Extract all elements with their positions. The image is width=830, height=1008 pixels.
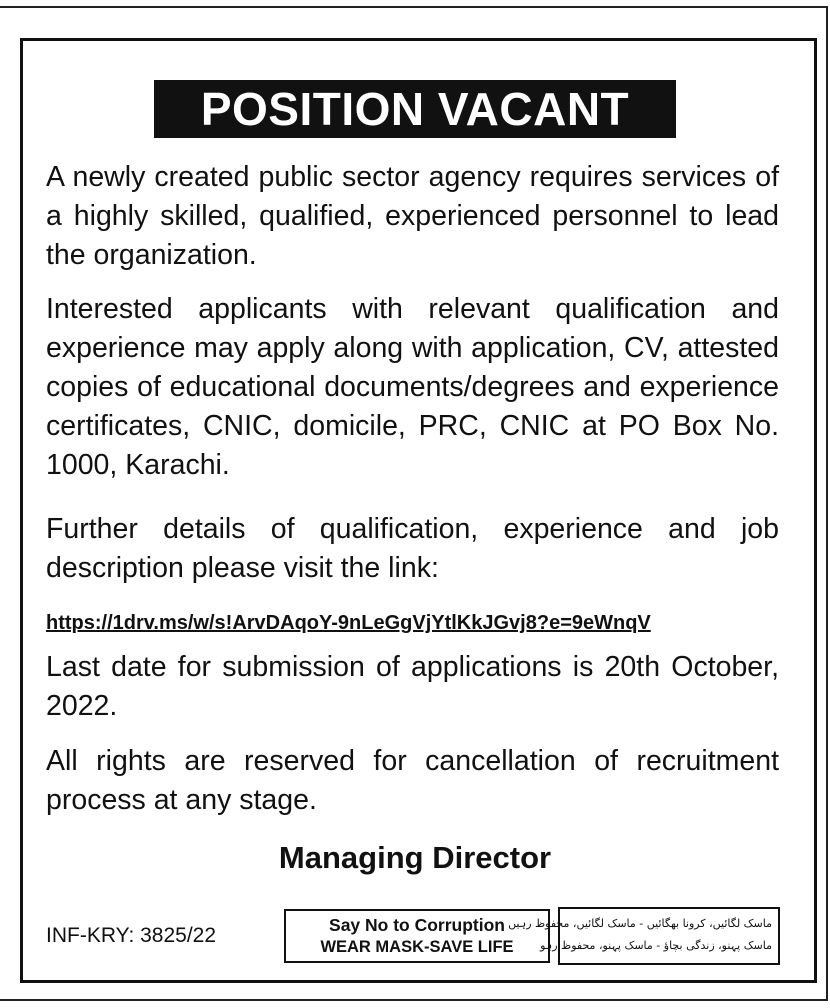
details-paragraph: Further details of qualification, experience and job description please visit the link: [46, 513, 779, 584]
intro-paragraph: A newly created public sector agency requires services of a highly skilled, qualified, experienced personnel to lead the organization. [46, 161, 779, 271]
reference-number: INF-KRY: 3825/22 [46, 924, 217, 947]
urdu-line-1: ماسک لگائیں، کرونا بھگائیں - ماسک لگائیں، محفوظ رہیں [508, 917, 772, 930]
urdu-mask-notice [508, 907, 780, 965]
urdu-line-2: ماسک پہنو، زندگی بچاؤ - ماسک پہنو، محفوظ رہو [540, 939, 772, 952]
job-details-link[interactable]: https://1drv.ms/w/s!ArvDAqoY-9nLeGgVjYtlKkJGvj8?e=9eWnqV [46, 612, 651, 634]
page-title: POSITION VACANT [154, 80, 676, 138]
signatory-title: Managing Director [278, 840, 552, 875]
notice-line-2: WEAR MASK-SAVE LIFE [320, 938, 514, 956]
notice-line-1: Say No to Corruption [329, 915, 505, 935]
rights-reserved-paragraph: All rights are reserved for cancellation of recruitment process at any stage. [46, 745, 779, 816]
application-instructions-paragraph: Interested applicants with relevant qualification and experience may apply along with application, CV, attested copies of educational documents/degrees and experience certificates, CNIC, domicile, PRC, CNIC at PO Box No. 1000, Karachi. [46, 293, 779, 481]
last-date-paragraph: Last date for submission of applications is 20th October, 2022. [46, 651, 779, 722]
